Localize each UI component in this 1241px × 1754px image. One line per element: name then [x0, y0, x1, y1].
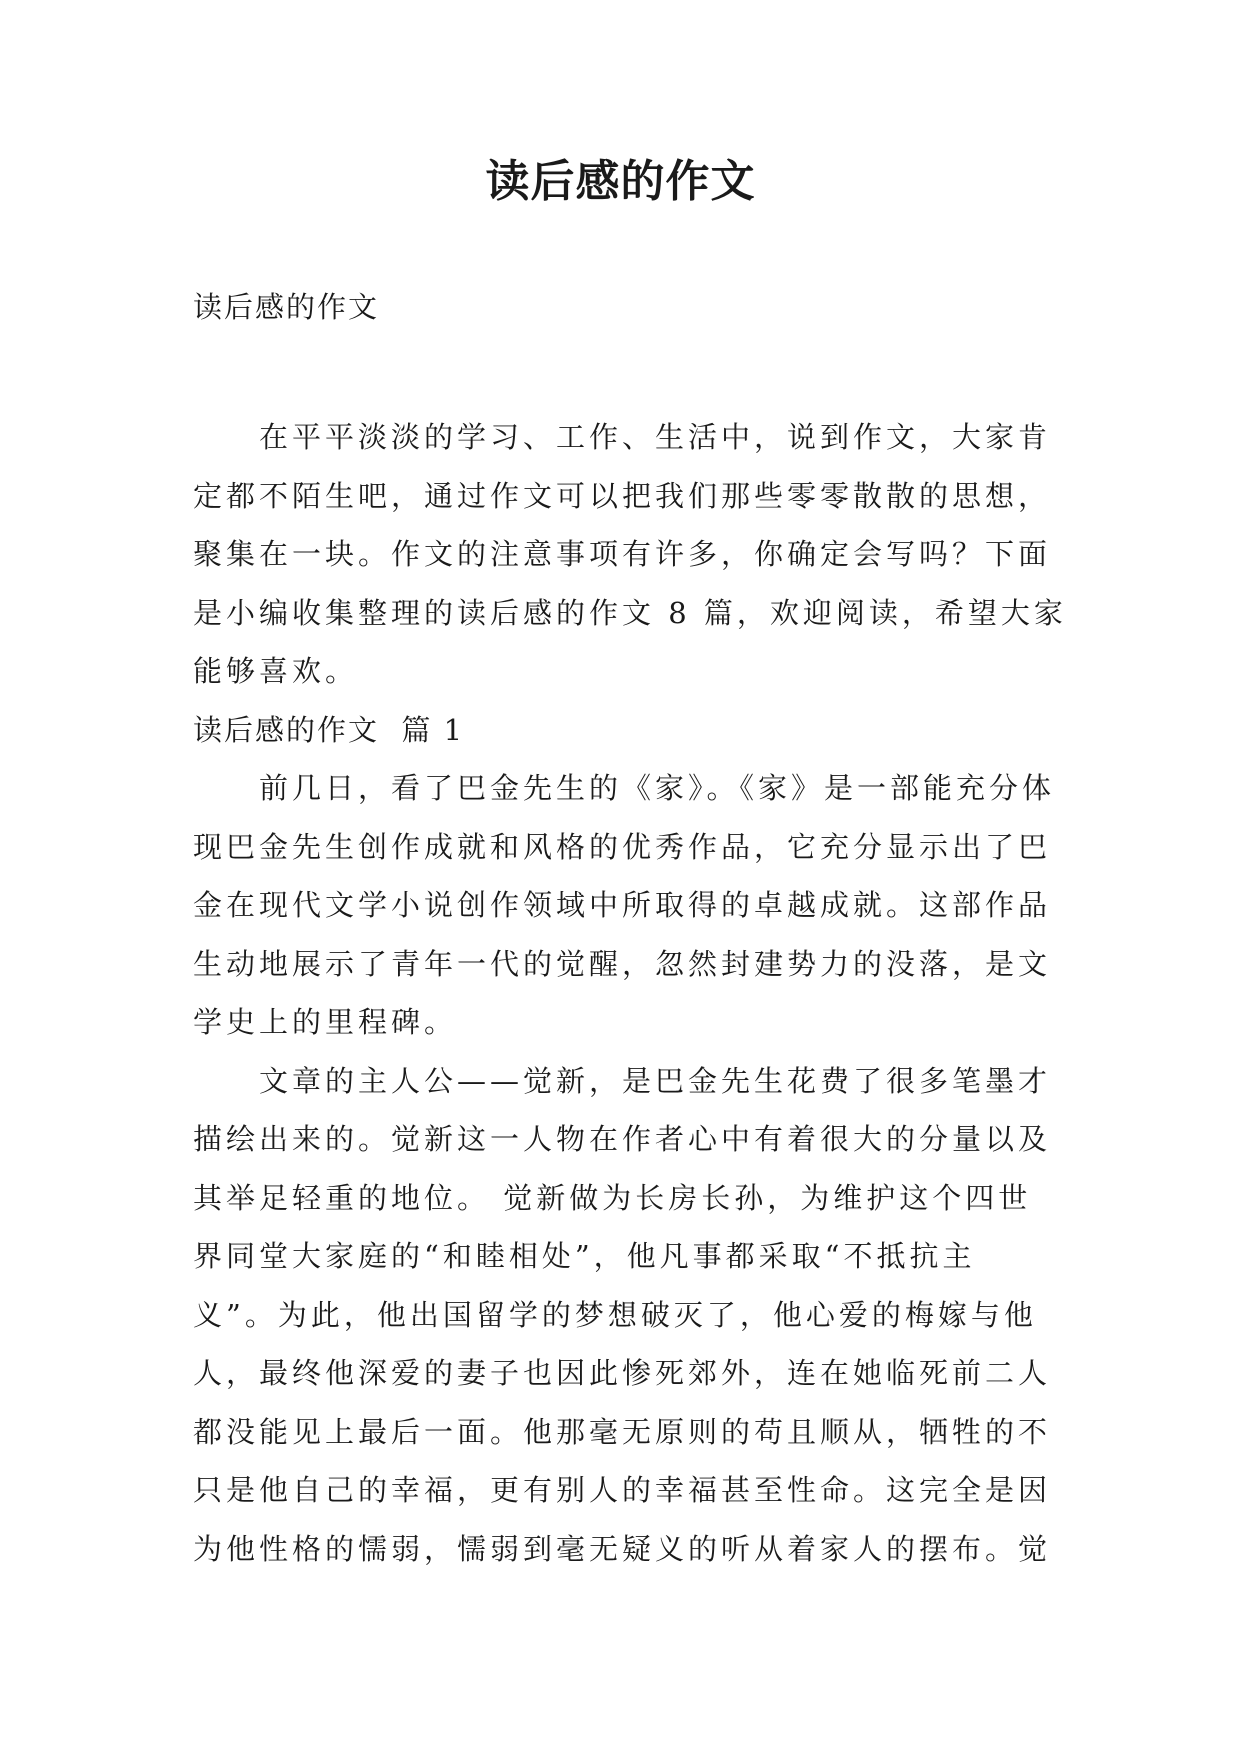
text-line: 为他性格的懦弱，懦弱到毫无疑义的听从着家人的摆布。觉	[193, 1531, 1052, 1566]
text-line: 学史上的里程碑。	[193, 1005, 458, 1039]
text-line: 能够喜欢。	[193, 654, 359, 688]
text-line: 文章的主人公——觉新，是巴金先生花费了很多笔墨才	[259, 1063, 1052, 1098]
paragraph-2	[193, 1052, 1073, 1579]
text-line: 只是他自己的幸福，更有别人的幸福甚至性命。这完全是因	[193, 1473, 1052, 1507]
text-line: 人，最终他深爱的妻子也因此惨死郊外，连在她临死前二人	[193, 1356, 1052, 1390]
text-line: 义”。为此，他出国留学的梦想破灭了，他心爱的梅嫁与他	[193, 1297, 1037, 1332]
text-line: 前几日，看了巴金先生的《家》。《家》是一部能充分体	[259, 771, 1056, 805]
document-title: 读后感的作文	[485, 156, 756, 207]
text-line: 定都不陌生吧，通过作文可以把我们那些零零散散的思想，	[193, 478, 1052, 513]
text-line: 生动地展示了青年一代的觉醒，忽然封建势力的没落，是文	[193, 946, 1052, 981]
paragraph-1	[193, 759, 1073, 1052]
section-heading: 读后感的作文 篇 1	[193, 712, 465, 747]
text-line: 现巴金先生创作成就和风格的优秀作品，它充分显示出了巴	[193, 829, 1052, 864]
text-line: 其举足轻重的地位。 觉新做为长房长孙，为维护这个四世	[193, 1180, 1032, 1215]
text-line: 在平平淡淡的学习、工作、生活中，说到作文，大家肯	[259, 420, 1052, 454]
document-body	[193, 408, 1073, 1578]
document-subtitle: 读后感的作文	[193, 290, 380, 324]
text-line: 是小编收集整理的读后感的作文 8 篇，欢迎阅读，希望大家	[193, 595, 1067, 630]
text-line: 金在现代文学小说创作领域中所取得的卓越成就。这部作品	[193, 888, 1052, 922]
text-line: 界同堂大家庭的“和睦相处”，他凡事都采取“不抵抗主	[193, 1239, 976, 1273]
text-line: 都没能见上最后一面。他那毫无原则的苟且顺从，牺牲的不	[193, 1414, 1052, 1449]
text-line: 聚集在一块。作文的注意事项有许多，你确定会写吗？下面	[193, 537, 1052, 571]
text-line: 描绘出来的。觉新这一人物在作者心中有着很大的分量以及	[193, 1122, 1052, 1156]
intro-paragraph	[193, 408, 1073, 701]
